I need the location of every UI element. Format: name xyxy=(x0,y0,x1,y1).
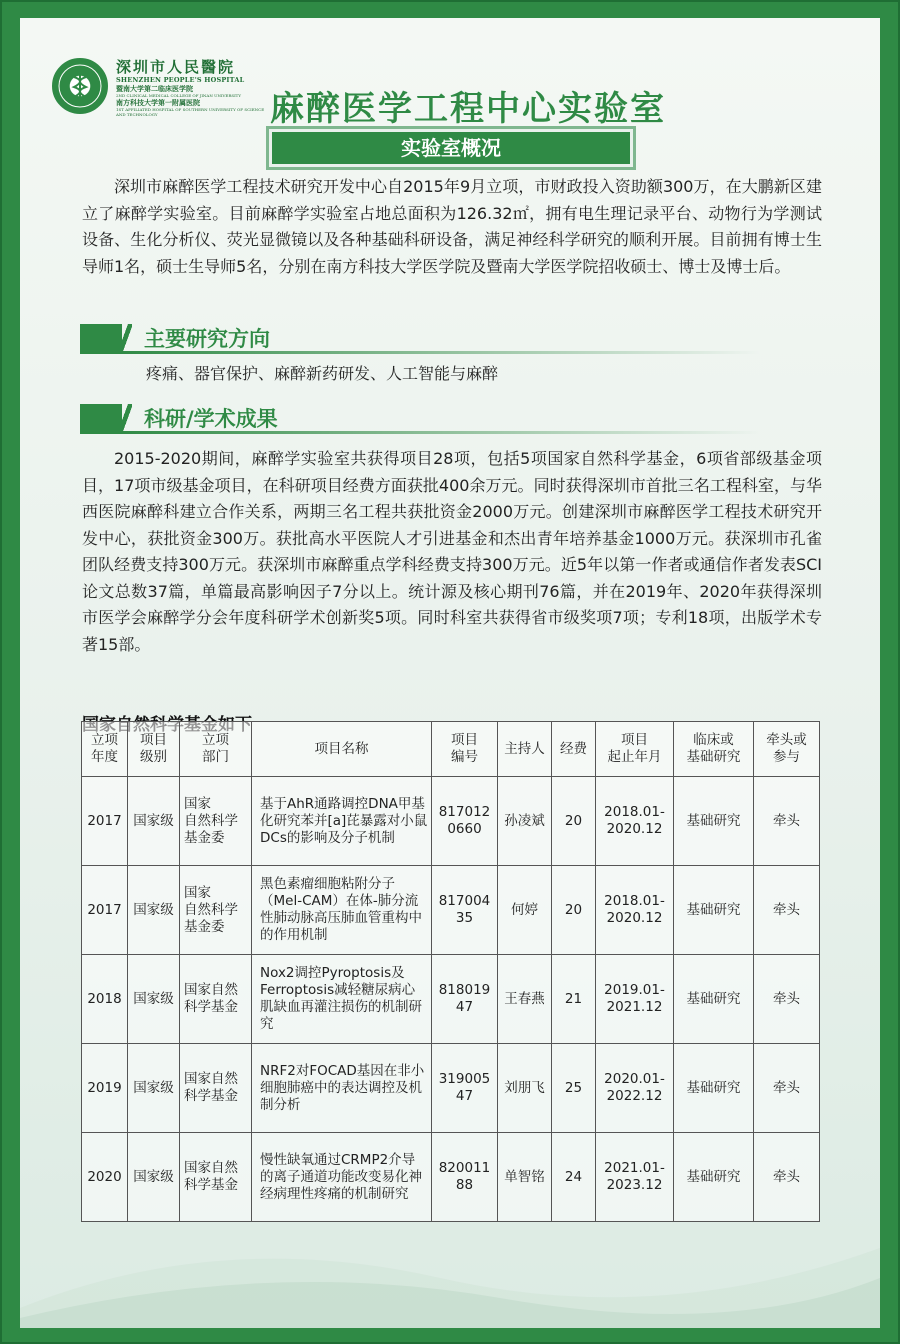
table-row xyxy=(82,1044,820,1133)
column-header: 经费 xyxy=(552,722,596,777)
table-cell: 何婷 xyxy=(498,866,552,955)
table-cell: 慢性缺氧通过CRMP2介导的离子通道功能改变易化神经病理性疼痛的机制研究 xyxy=(252,1133,432,1222)
table-cell: 国家 自然科学 基金委 xyxy=(180,866,252,955)
table-row xyxy=(82,777,820,866)
column-header: 项目名称 xyxy=(252,722,432,777)
table-cell: 国家级 xyxy=(128,955,180,1044)
table-cell: 牵头 xyxy=(754,1044,820,1133)
table-cell: 基础研究 xyxy=(674,866,754,955)
column-header: 立项 年度 xyxy=(82,722,128,777)
hospital-name-en: SHENZHEN PEOPLE'S HOSPITAL xyxy=(116,76,245,84)
table-cell: 牵头 xyxy=(754,866,820,955)
table-cell: Nox2调控Pyroptosis及Ferroptosis减轻糖尿病心肌缺血再灌注损伤的机制研究 xyxy=(252,955,432,1044)
table-cell: 21 xyxy=(552,955,596,1044)
table-cell: 国家 自然科学 基金委 xyxy=(180,777,252,866)
column-header: 项目 起止年月 xyxy=(596,722,674,777)
table-cell: 2017 xyxy=(82,866,128,955)
table-cell: 牵头 xyxy=(754,777,820,866)
table-body xyxy=(82,777,820,1222)
hospital-name-block xyxy=(116,58,266,117)
table-cell: 国家自然 科学基金 xyxy=(180,1044,252,1133)
table-cell: 孙凌斌 xyxy=(498,777,552,866)
table-cell: 20 xyxy=(552,777,596,866)
table-cell: 2019.01- 2021.12 xyxy=(596,955,674,1044)
table-cell: 基础研究 xyxy=(674,955,754,1044)
table-cell: 国家级 xyxy=(128,1133,180,1222)
table-cell: 2020.01- 2022.12 xyxy=(596,1044,674,1133)
table-cell: 2018.01- 2020.12 xyxy=(596,866,674,955)
table-cell: 国家自然 科学基金 xyxy=(180,1133,252,1222)
table-cell: 基础研究 xyxy=(674,1044,754,1133)
table-cell: 2019 xyxy=(82,1044,128,1133)
table-cell: 国家自然 科学基金 xyxy=(180,955,252,1044)
table-cell: 817012 0660 xyxy=(432,777,498,866)
achievements-heading: 科研/学术成果 xyxy=(144,407,278,431)
table-cell: 820011 88 xyxy=(432,1133,498,1222)
column-header: 项目 编号 xyxy=(432,722,498,777)
table-cell: 319005 47 xyxy=(432,1044,498,1133)
college-line-1-en: 2ND CLINICAL MEDICAL COLLEGE OF JINAN UNIVERSITY xyxy=(116,93,241,98)
table-cell: 2017 xyxy=(82,777,128,866)
table-cell: 基础研究 xyxy=(674,777,754,866)
table-cell: 单智铭 xyxy=(498,1133,552,1222)
column-header: 立项 部门 xyxy=(180,722,252,777)
table-cell: 2018.01- 2020.12 xyxy=(596,777,674,866)
column-header: 牵头或 参与 xyxy=(754,722,820,777)
table-cell: 基础研究 xyxy=(674,1133,754,1222)
table-cell: 818019 47 xyxy=(432,955,498,1044)
table-cell: 牵头 xyxy=(754,955,820,1044)
achievements-paragraph: 2015-2020期间，麻醉学实验室共获得项目28项，包括5项国家自然科学基金，6项省部级基金项目，17项市级基金项目，在科研项目经费方面获批400余万元。同时获得深圳市首批三名工程科室，与华西医院麻醉科建立合作关系，两期三名工程共获批资金2000万元。创建深圳市麻醉医学工程技术研究开发中心，获批资金300万。获批高水平医院人才引进基金和杰出青年培养基金1000万元。获深圳市孔雀团队经费支持300万元。获深圳市麻醉重点学科经费支持300万元。近5年以第一作者或通信作者发表SCI论文总数37篇，单篇最高影响因子7分以上。统计源及核心期刊76篇，并在2019年、2020年获得深圳市医学会麻醉学分会年度科研学术创新奖5项。同时科室共获得省市级奖项7项；专利18项，出版学术专著15部。 xyxy=(82,449,822,654)
table-row xyxy=(82,866,820,955)
table-cell: 2020 xyxy=(82,1133,128,1222)
grants-table xyxy=(81,721,820,1222)
college-line-2: 南方科技大学第一附属医院 xyxy=(116,98,200,107)
table-cell: 国家级 xyxy=(128,1044,180,1133)
table-cell: 黑色素瘤细胞粘附分子（Mel-CAM）在体-肺分流性肺动脉高压肺血管重构中的作用机制 xyxy=(252,866,432,955)
table-row xyxy=(82,955,820,1044)
table-row xyxy=(82,1133,820,1222)
college-line-1: 暨南大学第二临床医学院 xyxy=(116,84,193,93)
table-cell: 2018 xyxy=(82,955,128,1044)
table-cell: NRF2对FOCAD基因在非小细胞肺癌中的表达调控及机制分析 xyxy=(252,1044,432,1133)
achievements-section-header xyxy=(80,404,760,434)
column-header: 主持人 xyxy=(498,722,552,777)
table-cell: 国家级 xyxy=(128,777,180,866)
table-cell: 817004 35 xyxy=(432,866,498,955)
college-line-2-en: 1ST AFFILIATED HOSPITAL OF SOUTHERN UNIVERSITY OF SCIENCE AND TECHNOLOGY xyxy=(116,107,265,117)
table-cell: 25 xyxy=(552,1044,596,1133)
table-cell: 基于AhR通路调控DNA甲基化研究苯并[a]芘暴露对小鼠DCs的影响及分子机制 xyxy=(252,777,432,866)
overview-paragraph: 深圳市麻醉医学工程技术研究开发中心自2015年9月立项，市财政投入资助额300万，在大鹏新区建立了麻醉学实验室。目前麻醉学实验室占地总面积为126.32㎡，拥有电生理记录平台、动物行为学测试设备、生化分析仪、荧光显微镜以及各种基础科研设备，满足神经科学研究的顺利开展。目前拥有博士生导师1名，硕士生导师5名，分别在南方科技大学医学院及暨南大学医学院招收硕士、博士及博士后。 xyxy=(82,177,822,276)
research-section-header xyxy=(80,324,760,354)
overview-banner: 实验室概况 xyxy=(272,132,630,164)
table-header-row xyxy=(82,722,820,777)
research-content: 疼痛、器官保护、麻醉新药研发、人工智能与麻醉 xyxy=(146,364,499,383)
table-cell: 刘朋飞 xyxy=(498,1044,552,1133)
column-header: 项目 级别 xyxy=(128,722,180,777)
poster xyxy=(20,18,880,1328)
table-cell: 24 xyxy=(552,1133,596,1222)
table-cell: 2021.01- 2023.12 xyxy=(596,1133,674,1222)
research-heading: 主要研究方向 xyxy=(144,327,270,351)
table-cell: 牵头 xyxy=(754,1133,820,1222)
hospital-logo xyxy=(52,58,108,114)
column-header: 临床或 基础研究 xyxy=(674,722,754,777)
caduceus-icon xyxy=(55,61,105,111)
page-title: 麻醉医学工程中心实验室 xyxy=(270,89,666,129)
table-cell: 20 xyxy=(552,866,596,955)
table-cell: 国家级 xyxy=(128,866,180,955)
hospital-name-cn: 深圳市人民醫院 xyxy=(116,58,236,76)
table-cell: 王春燕 xyxy=(498,955,552,1044)
